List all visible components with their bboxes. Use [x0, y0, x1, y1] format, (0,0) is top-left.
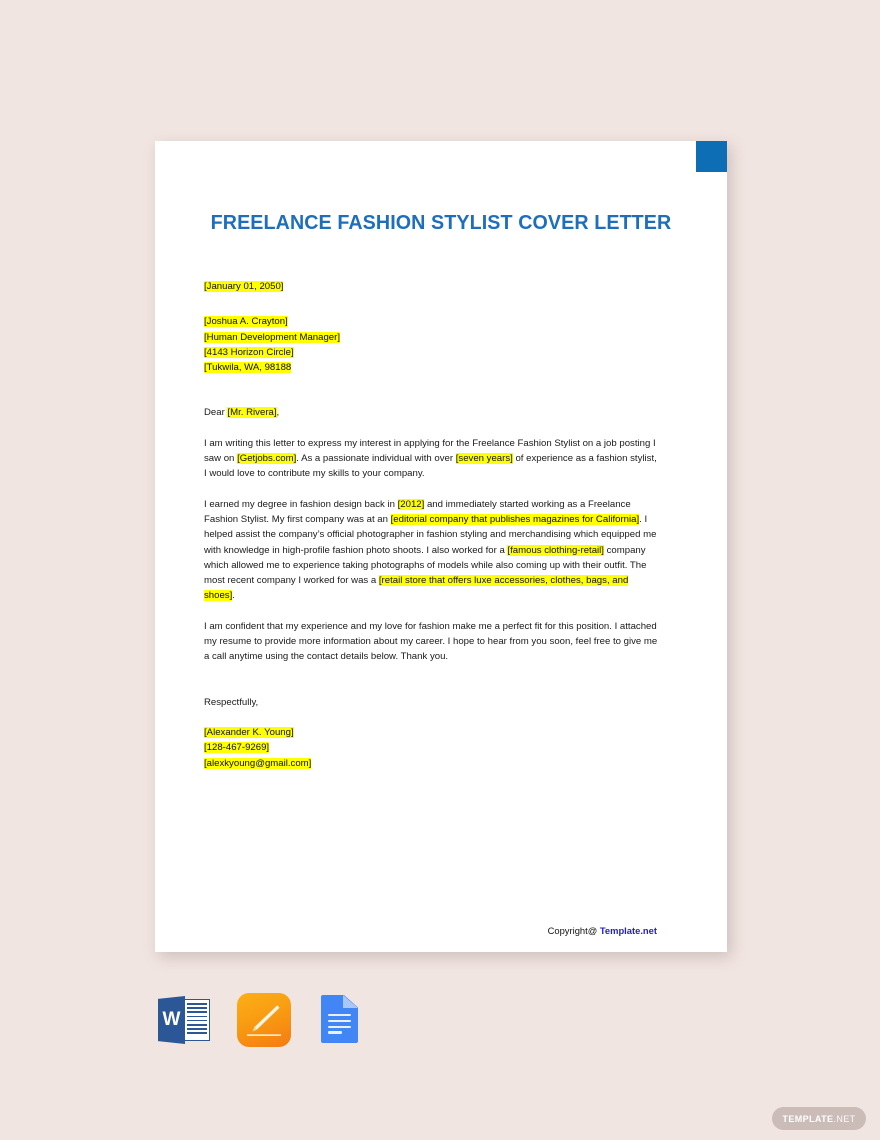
paragraph-1 — [204, 436, 659, 482]
p1-highlight-years: [seven years] — [455, 453, 513, 465]
gdocs-icon-lines — [328, 1014, 351, 1037]
template-net-watermark — [772, 1107, 866, 1130]
recipient-name-line — [204, 314, 659, 329]
format-icon-row — [155, 991, 385, 1051]
p2-part-4: company which allowed me to experience taking photographs of models while also coming up with their outfit. The most recent company I worked for was a — [204, 544, 647, 587]
p2-highlight-second-company: [famous clothing-retail] — [507, 544, 604, 556]
copyright-label: Copyright@ — [547, 925, 600, 936]
letter-date-value: [January 01, 2050] — [204, 281, 284, 292]
p2-part-1: I earned my degree in fashion design back in — [204, 498, 398, 510]
p2-highlight-third-company: [retail store that offers luxe accessories, clothes, bags, and shoes] — [204, 575, 629, 602]
salutation-prefix: Dear — [204, 407, 228, 419]
apple-pages-icon[interactable] — [235, 991, 293, 1049]
pages-icon-pen — [245, 1002, 283, 1038]
document-page — [155, 141, 727, 952]
template-net-link[interactable]: Template.net — [599, 925, 657, 936]
p2-highlight-first-company: [editorial company that publishes magazines for California] — [390, 513, 640, 525]
p1-part-1: I am writing this letter to express my interest in applying for the Freelance Fashion Stylist on a job posting I saw on — [204, 437, 656, 465]
accent-square-decoration — [696, 141, 727, 172]
recipient-title-line — [204, 330, 659, 345]
watermark-light-text: .NET — [833, 1113, 856, 1124]
recipient-address-block — [204, 314, 659, 375]
document-footer — [548, 925, 657, 936]
p2-part-5: . — [232, 590, 235, 602]
sender-phone: [128-467-9269] — [204, 742, 270, 754]
p2-highlight-year: [2012] — [397, 498, 425, 510]
paragraph-3: I am confident that my experience and my love for fashion make me a perfect fit for this position. I attached my resume to provide more information about my career. I hope to hear from you soon, feel free to give me a call anytime using the contact details below. Thank you. — [204, 620, 658, 663]
letter-date — [204, 279, 659, 294]
word-icon-letter: W — [162, 1009, 181, 1030]
microsoft-word-icon[interactable] — [155, 991, 213, 1049]
sender-email-line — [204, 756, 659, 771]
p2-part-3: . I helped assist the company’s official photographer in fashion styling and merchandising which equipped me with knowledge in high-profile fashion photo shoots. I also worked for a — [204, 513, 657, 556]
word-icon-page — [184, 999, 210, 1041]
sender-phone-line — [204, 740, 659, 755]
watermark-strong-text: TEMPLATE — [782, 1113, 834, 1124]
sender-block — [204, 725, 659, 771]
sender-name: [Alexander K. Young] — [204, 726, 294, 738]
p2-part-2: and immediately started working as a Freelance Fashion Stylist. My first company was at an — [204, 498, 631, 525]
document-title: FREELANCE FASHION STYLIST COVER LETTER — [210, 211, 672, 234]
recipient-street: [4143 Horizon Circle] — [204, 346, 294, 358]
signoff: Respectfully, — [204, 696, 259, 708]
p1-highlight-job-board: [Getjobs.com] — [237, 453, 297, 465]
recipient-city-line — [204, 360, 659, 375]
recipient-name: [Joshua A. Crayton] — [204, 316, 288, 328]
salutation-name: [Mr. Rivera] — [227, 407, 277, 419]
letter-body — [204, 279, 659, 771]
salutation-suffix: , — [276, 407, 280, 419]
p1-part-2: . As a passionate individual with over — [296, 453, 456, 465]
p1-part-3: of experience as a fashion stylist, I would love to contribute my skills to your company. — [204, 453, 657, 480]
paragraph-2 — [204, 497, 659, 604]
sender-email: [alexkyoung@gmail.com] — [204, 757, 312, 769]
recipient-street-line — [204, 345, 659, 360]
sender-name-line — [204, 725, 659, 740]
recipient-city-state-zip: [Tukwila, WA, 98188 — [204, 362, 292, 374]
salutation-line — [204, 405, 659, 420]
recipient-job-title: [Human Development Manager] — [204, 331, 340, 343]
google-docs-icon[interactable] — [312, 991, 370, 1049]
